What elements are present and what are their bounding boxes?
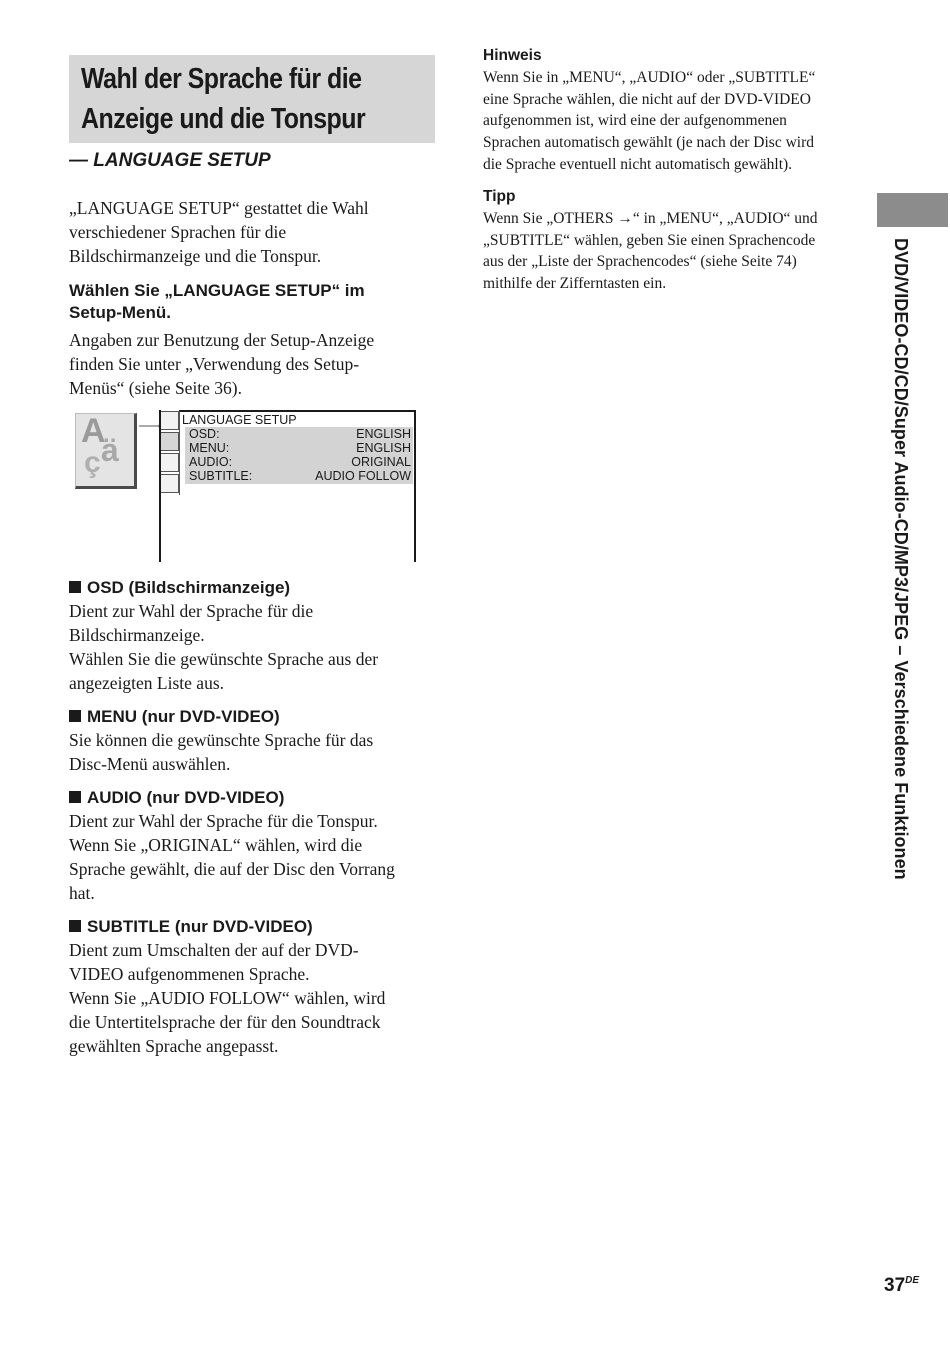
tipp-note — [483, 187, 853, 295]
section-subtitle — [69, 916, 439, 1058]
text-line: Wenn Sie „ORIGINAL“ wählen, wird die — [69, 835, 363, 855]
section-heading-text: OSD (Bildschirmanzeige) — [87, 578, 291, 597]
icon-glyph-c-cedilla: ç — [84, 446, 101, 479]
text-line: Sprachen automatisch gewählt (je nach der Disc wird — [483, 134, 814, 152]
setting-value: ORIGINAL — [351, 455, 411, 469]
icon-glyph-a: A — [81, 413, 106, 450]
menu-icon-box — [161, 453, 179, 472]
square-bullet-icon — [69, 581, 81, 593]
text-line: aufgenommen ist, wird eine der aufgenommenen — [483, 112, 787, 130]
chapter-side-label — [890, 238, 920, 968]
text-line: Sie können die gewünschte Sprache für das — [69, 730, 374, 750]
step-heading — [69, 280, 365, 324]
setting-row-subtitle — [189, 469, 411, 483]
square-bullet-icon — [69, 791, 81, 803]
setting-row-audio — [189, 455, 411, 469]
text-line: die Untertitelsprache der für den Soundtrack — [69, 1012, 381, 1032]
page-subtitle: — LANGUAGE SETUP — [69, 150, 271, 171]
screen-header: LANGUAGE SETUP — [182, 413, 297, 427]
page-title — [69, 55, 435, 143]
text-line: Bildschirmanzeige. — [69, 625, 205, 645]
note-heading: Tipp — [483, 188, 516, 205]
text-line: Setup-Menü. — [69, 303, 171, 322]
setting-value: AUDIO FOLLOW — [315, 469, 411, 483]
title-line-2: Anzeige und die Tonspur — [81, 103, 366, 135]
text-line: mithilfe der Zifferntasten ein. — [483, 275, 667, 293]
section-heading-text: AUDIO (nur DVD-VIDEO) — [87, 788, 285, 807]
text-line: Dient zur Wahl der Sprache für die — [69, 601, 314, 621]
page-number-value: 37 — [884, 1275, 906, 1296]
text-line: aus der „Liste der Sprachencodes“ (siehe Seite 74) — [483, 253, 797, 271]
setting-row-menu — [189, 441, 411, 455]
section-audio — [69, 787, 439, 905]
setting-label: AUDIO: — [189, 455, 233, 469]
setting-row-osd — [189, 427, 411, 441]
note-heading: Hinweis — [483, 47, 542, 64]
chapter-side-label-text: DVD/VIDEO-CD/CD/Super Audio-CD/MP3/JPEG – Verschiedene Funktionen — [891, 238, 911, 880]
screen-right-border — [414, 410, 416, 562]
chapter-tab — [877, 193, 948, 227]
text-line: Bildschirmanzeige und die Tonspur. — [69, 246, 322, 266]
text-line: „LANGUAGE SETUP“ gestattet die Wahl — [69, 198, 369, 218]
language-icon — [75, 413, 137, 489]
square-bullet-icon — [69, 920, 81, 932]
text-line: die Sprache eventuell nicht automatisch gewählt). — [483, 155, 793, 173]
text-line: finden Sie unter „Verwendung des Setup- — [69, 354, 360, 374]
text-line: Wenn Sie in „MENU“, „AUDIO“ oder „SUBTITLE“ — [483, 69, 816, 86]
text-line: Wenn Sie „AUDIO FOLLOW“ wählen, wird — [69, 988, 386, 1008]
section-heading — [69, 787, 439, 809]
setting-label: OSD: — [189, 427, 220, 441]
text-line: eine Sprache wählen, die nicht auf der DVD-VIDEO — [483, 90, 811, 108]
menu-icon-column — [161, 411, 179, 495]
text-line: Angaben zur Benutzung der Setup-Anzeige — [69, 330, 375, 350]
section-osd — [69, 577, 439, 695]
text-line: Wählen Sie die gewünschte Sprache aus der — [69, 649, 379, 669]
menu-icon-box — [161, 432, 179, 451]
step-paragraph — [69, 328, 374, 400]
text-line: „SUBTITLE“ wählen, geben Sie einen Sprachencode — [483, 231, 816, 249]
text-line: Dient zum Umschalten der auf der DVD- — [69, 940, 359, 960]
settings-list — [189, 427, 411, 483]
menu-icon-box — [161, 411, 179, 430]
text-line: Wählen Sie „LANGUAGE SETUP“ im — [69, 281, 365, 300]
section-menu — [69, 706, 439, 776]
text-line: Dient zur Wahl der Sprache für die Tonspur. — [69, 811, 378, 831]
section-heading — [69, 577, 439, 599]
section-heading — [69, 916, 439, 938]
text-line: Sprache gewählt, die auf der Disc den Vorrang — [69, 859, 395, 879]
text-line: VIDEO aufgenommenen Sprache. — [69, 964, 310, 984]
setting-label: SUBTITLE: — [189, 469, 253, 483]
text-line: Wenn Sie „OTHERS →“ in „MENU“, „AUDIO“ und — [483, 210, 818, 227]
text-line: hat. — [69, 883, 95, 903]
text-line: gewählten Sprache angepasst. — [69, 1036, 279, 1056]
page-number — [884, 1275, 919, 1297]
icon-glyph-a-umlaut: ä — [101, 432, 119, 468]
setup-screen-illustration — [75, 408, 420, 568]
page-number-suffix: DE — [905, 1275, 920, 1286]
intro-paragraph — [69, 196, 369, 268]
setting-label: MENU: — [189, 441, 230, 455]
section-heading — [69, 706, 439, 728]
hinweis-note — [483, 46, 853, 176]
section-heading-text: SUBTITLE (nur DVD-VIDEO) — [87, 917, 313, 936]
section-heading-text: MENU (nur DVD-VIDEO) — [87, 707, 280, 726]
setting-value: ENGLISH — [356, 441, 411, 455]
icon-column-divider — [179, 411, 180, 495]
menu-icon-box — [161, 474, 179, 493]
text-line: angezeigten Liste aus. — [69, 673, 225, 693]
text-line: Disc-Menü auswählen. — [69, 754, 231, 774]
square-bullet-icon — [69, 710, 81, 722]
setting-value: ENGLISH — [356, 427, 411, 441]
title-line-1: Wahl der Sprache für die — [81, 63, 362, 95]
text-line: Menüs“ (siehe Seite 36). — [69, 378, 243, 398]
screen-top-border — [179, 410, 416, 412]
text-line: verschiedener Sprachen für die — [69, 222, 287, 242]
